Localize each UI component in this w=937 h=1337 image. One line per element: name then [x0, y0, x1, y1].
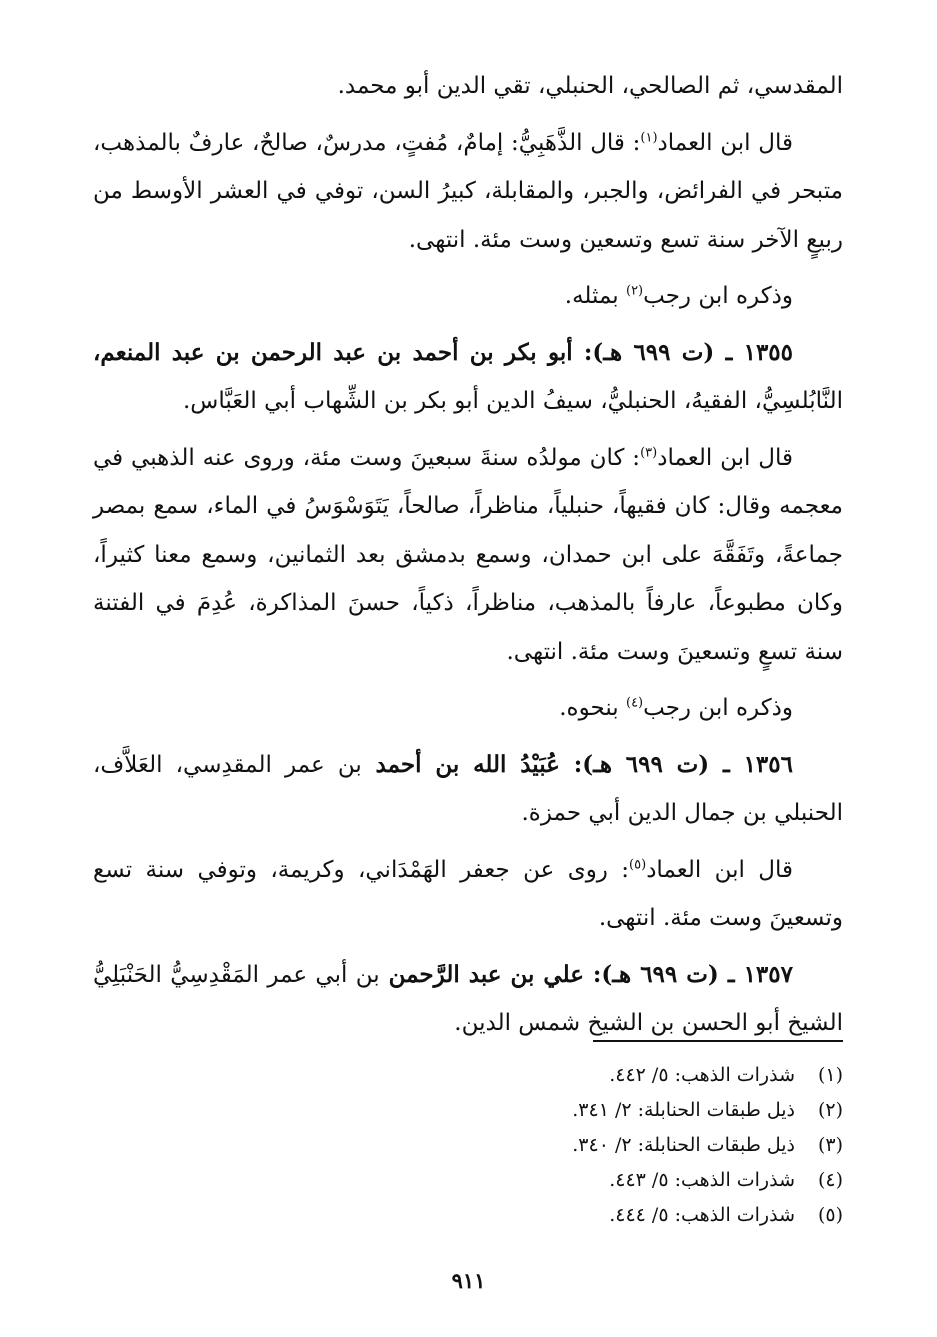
entry-heading: ١٣٥٦ ـ (ت ٦٩٩ هـ): عُبَيْدُ الله بن أحمد — [361, 750, 793, 778]
footnote-reference: (٣) — [640, 444, 658, 460]
paragraph-p5 — [93, 434, 843, 677]
footnote-number: (٢) — [817, 1099, 843, 1121]
footnote-reference: (٥) — [629, 856, 647, 872]
text-run: قال ابن العماد — [657, 444, 793, 471]
footnote-text: شذرات الذهب: ٥/ ٤٤٤. — [609, 1204, 795, 1226]
footnote-text: ذيل طبقات الحنابلة: ٢/ ٣٤١. — [572, 1099, 795, 1121]
footnote-separator — [593, 1040, 843, 1042]
footnote-number: (٥) — [817, 1204, 843, 1226]
text-run: : روى عن جعفر الهَمْدَاني، وكريمة، وتوفي سنة تسع وتسعينَ وست مئة. انتهى. — [93, 856, 843, 931]
paragraph-p2 — [93, 119, 843, 265]
footnote-item — [93, 1163, 843, 1198]
footnote-text: شذرات الذهب: ٥/ ٤٤٢. — [609, 1064, 795, 1086]
footnote-reference: (٤) — [625, 695, 644, 711]
footnote-text: ذيل طبقات الحنابلة: ٢/ ٣٤٠. — [572, 1134, 795, 1156]
text-run: بنحوه. — [559, 695, 626, 721]
paragraph-p3 — [93, 272, 843, 321]
paragraph-p9 — [93, 951, 843, 1048]
text-run: بمثله. — [564, 283, 626, 309]
footnote-item — [93, 1058, 843, 1093]
footnote-item — [93, 1198, 843, 1233]
text-run: : قال الذَّهَبِيُّ: إمامٌ، مُفتٍ، مدرسٌ، صالحٌ، عارفٌ بالمذهب، متبحر في الفرائض، والجبر، والمقابلة، كبيرُ السن، توفي في العشر الأوسط من ربيعٍ الآخر سنة تسع وتسعين وست مئة. انتهى. — [93, 129, 843, 253]
text-run: المقدسي، ثم الصالحي، الحنبلي، تقي الدين أبو محمد. — [337, 73, 843, 99]
footnote-number: (٤) — [817, 1169, 843, 1191]
text-run: قال ابن العماد — [646, 856, 793, 883]
text-run: بن أبي عمر المَقْدِسِيُّ الحَنْبَلِيُّ الشيخ أبو الحسن بن الشيخ شمس الدين. — [93, 961, 843, 1036]
paragraph-p1 — [93, 62, 843, 111]
entry-heading: ١٣٥٧ ـ (ت ٦٩٩ هـ): علي بن عبد الرَّحمن — [379, 960, 793, 988]
text-run: وذكره ابن رجب — [643, 695, 793, 721]
page-number: ٩١١ — [451, 1268, 486, 1293]
text-run: وذكره ابن رجب — [643, 283, 793, 309]
paragraph-p7 — [93, 741, 843, 838]
paragraph-p4 — [93, 329, 843, 426]
footnote-number: (١) — [817, 1064, 843, 1086]
footnote-number: (٣) — [817, 1134, 843, 1156]
paragraph-p6 — [93, 684, 843, 733]
entry-heading: ١٣٥٥ ـ (ت ٦٩٩ هـ): أبو بكر بن أحمد بن عبد الرحمن بن عبد المنعم، — [93, 338, 794, 366]
footnote-reference: (١) — [640, 129, 658, 145]
paragraph-p8 — [93, 846, 843, 943]
footnotes — [93, 1058, 843, 1233]
text-run: قال ابن العماد — [657, 129, 793, 156]
text-run: النَّابُلسِيُّ، الفقيهُ، الحنبليُّ، سيفُ الدين أبو بكر بن الشِّهاب أبي العَبَّاس. — [182, 388, 843, 414]
footnote-text: شذرات الذهب: ٥/ ٤٤٣. — [609, 1169, 795, 1191]
text-run: : كان مولدُه سنةَ سبعينَ وست مئة، وروى عنه الذهبي في معجمه وقال: كان فقيهاً، حنبلياً، مناظراً، صالحاً، يَتَوَسْوَسُ في الماء، سمع بمصر جماعةً، وتَفَقَّهَ على ابن حمدان، وسمع بدمشق بعد الثمانين، وسمع معنا كثيراً، وكان مطبوعاً، عارفاً بالمذهب، مناظراً، ذكياً، حسنَ المذاكرة، عُدِمَ في الفتنة سنة تسعٍ وتسعينَ وست مئة. انتهى. — [93, 444, 843, 665]
text-run: بن عمر المقدِسي، العَلاَّف، الحنبلي بن جمال الدين أبي حمزة. — [93, 751, 843, 826]
footnote-item — [93, 1128, 843, 1163]
main-text — [93, 62, 843, 1056]
footnote-reference: (٢) — [625, 283, 644, 299]
footnote-item — [93, 1093, 843, 1128]
